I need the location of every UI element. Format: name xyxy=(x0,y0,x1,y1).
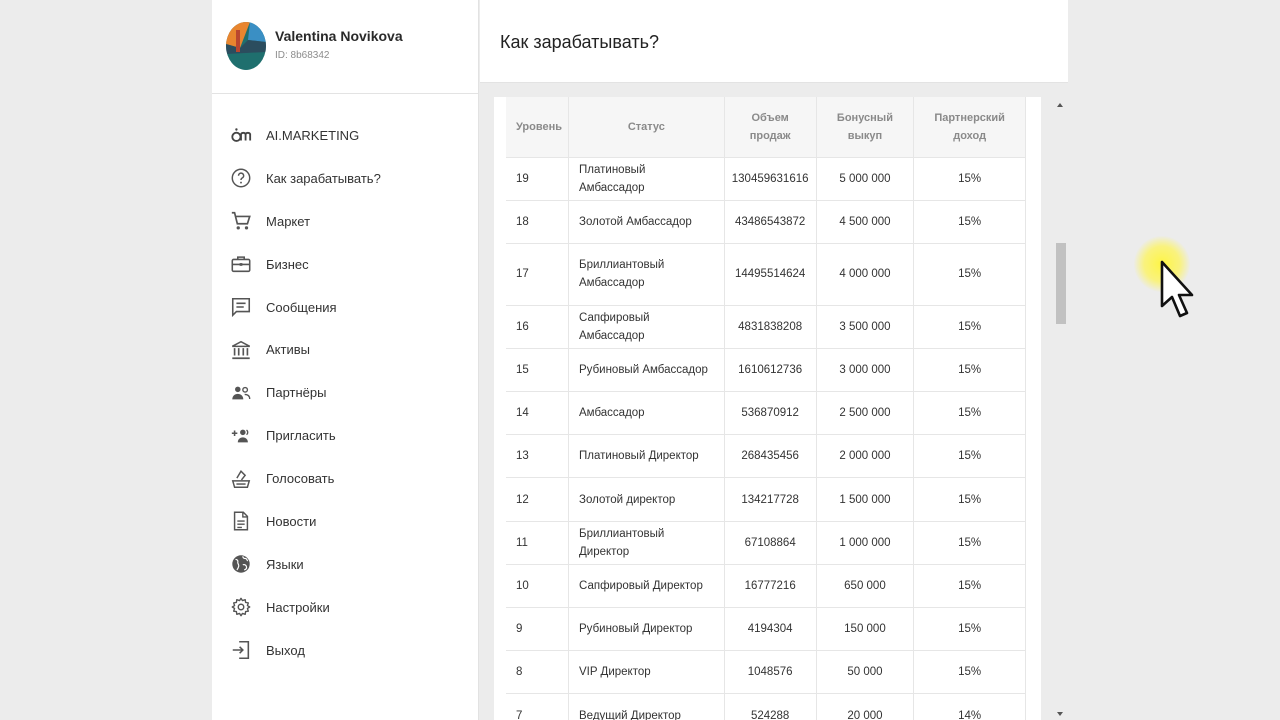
cell-bonus: 3 000 000 xyxy=(816,348,914,391)
sidebar-item-label: Языки xyxy=(266,556,304,572)
column-header-sales[interactable]: Объем продаж xyxy=(724,97,816,157)
cell-status: Бриллиантовый Амбассадор xyxy=(569,243,725,305)
cell-bonus: 4 500 000 xyxy=(816,200,914,243)
cart-icon xyxy=(230,210,252,232)
levels-table-card xyxy=(494,97,1041,720)
sidebar-item-news[interactable] xyxy=(212,500,478,543)
scrollbar-thumb[interactable] xyxy=(1056,243,1066,324)
cell-income: 14% xyxy=(914,694,1026,720)
sidebar-item-how-to-earn[interactable] xyxy=(212,157,478,200)
table-row xyxy=(506,200,1026,243)
briefcase-icon xyxy=(230,253,252,275)
cell-status: Золотой директор xyxy=(569,478,725,521)
sidebar-item-business[interactable] xyxy=(212,243,478,286)
levels-table xyxy=(506,97,1026,720)
cell-status: Ведущий Директор xyxy=(569,694,725,720)
cell-bonus: 150 000 xyxy=(816,607,914,650)
help-circle-icon xyxy=(230,167,252,189)
cell-income: 15% xyxy=(914,435,1026,478)
cell-level: 17 xyxy=(506,243,569,305)
cell-income: 15% xyxy=(914,521,1026,564)
cell-level: 12 xyxy=(506,478,569,521)
cell-sales: 14495514624 xyxy=(724,243,816,305)
scroll-up-arrow-icon[interactable] xyxy=(1057,103,1063,107)
message-icon xyxy=(230,296,252,318)
cell-bonus: 1 500 000 xyxy=(816,478,914,521)
ai-marketing-logo-icon xyxy=(230,124,252,146)
cell-status: Платиновый Директор xyxy=(569,435,725,478)
main-panel xyxy=(480,83,1068,720)
profile-id: ID: 8b68342 xyxy=(275,50,330,61)
table-row xyxy=(506,305,1026,348)
table-row xyxy=(506,651,1026,694)
sidebar-item-partners[interactable] xyxy=(212,371,478,414)
sidebar-item-label: AI.MARKETING xyxy=(266,127,360,143)
sidebar-item-vote[interactable] xyxy=(212,457,478,500)
sidebar-item-ai-marketing[interactable] xyxy=(212,114,478,157)
table-scrollbar[interactable] xyxy=(1055,97,1067,720)
mouse-cursor xyxy=(1130,232,1200,332)
cell-sales: 16777216 xyxy=(724,564,816,607)
sidebar-item-label: Маркет xyxy=(266,213,311,229)
cell-status: Сапфировый Амбассадор xyxy=(569,305,725,348)
cell-status: Рубиновый Амбассадор xyxy=(569,348,725,391)
cell-income: 15% xyxy=(914,243,1026,305)
table-row xyxy=(506,243,1026,305)
cell-income: 15% xyxy=(914,200,1026,243)
cell-status: Амбассадор xyxy=(569,392,725,435)
cell-sales: 1610612736 xyxy=(724,348,816,391)
cell-bonus: 2 500 000 xyxy=(816,392,914,435)
profile-header[interactable] xyxy=(212,0,478,94)
cell-sales: 1048576 xyxy=(724,651,816,694)
cell-income: 15% xyxy=(914,305,1026,348)
cell-status: Рубиновый Директор xyxy=(569,607,725,650)
cell-status: Бриллиантовый Директор xyxy=(569,521,725,564)
cell-status: Платиновый Амбассадор xyxy=(569,157,725,200)
vote-icon xyxy=(230,468,252,490)
pointer-arrow-icon xyxy=(1160,260,1194,322)
sidebar-item-label: Выход xyxy=(266,642,305,658)
cell-level: 10 xyxy=(506,564,569,607)
page-header xyxy=(480,0,1068,83)
sidebar-item-label: Активы xyxy=(266,342,310,358)
sidebar xyxy=(212,0,479,720)
cell-bonus: 5 000 000 xyxy=(816,157,914,200)
cell-status: Сапфировый Директор xyxy=(569,564,725,607)
table-row xyxy=(506,694,1026,720)
sidebar-item-label: Сообщения xyxy=(266,299,337,315)
sidebar-item-label: Голосовать xyxy=(266,471,335,487)
scroll-down-arrow-icon[interactable] xyxy=(1057,712,1063,716)
sidebar-nav xyxy=(212,94,478,672)
cell-bonus: 4 000 000 xyxy=(816,243,914,305)
sidebar-item-languages[interactable] xyxy=(212,543,478,586)
column-header-bonus[interactable]: Бонусный выкуп xyxy=(816,97,914,157)
table-row xyxy=(506,348,1026,391)
cell-level: 14 xyxy=(506,392,569,435)
cell-bonus: 20 000 xyxy=(816,694,914,720)
table-row xyxy=(506,521,1026,564)
bank-icon xyxy=(230,339,252,361)
cell-level: 15 xyxy=(506,348,569,391)
cell-sales: 536870912 xyxy=(724,392,816,435)
cell-bonus: 3 500 000 xyxy=(816,305,914,348)
cell-sales: 268435456 xyxy=(724,435,816,478)
cell-level: 19 xyxy=(506,157,569,200)
sidebar-item-label: Как зарабатывать? xyxy=(266,170,381,186)
cell-level: 9 xyxy=(506,607,569,650)
cell-level: 7 xyxy=(506,694,569,720)
table-row xyxy=(506,392,1026,435)
sidebar-item-label: Партнёры xyxy=(266,385,327,401)
cell-sales: 67108864 xyxy=(724,521,816,564)
table-row xyxy=(506,157,1026,200)
cell-sales: 134217728 xyxy=(724,478,816,521)
logout-icon xyxy=(230,639,252,661)
cell-income: 15% xyxy=(914,348,1026,391)
profile-name: Valentina Novikova xyxy=(275,28,403,44)
cell-level: 13 xyxy=(506,435,569,478)
cell-income: 15% xyxy=(914,607,1026,650)
sidebar-item-messages[interactable] xyxy=(212,286,478,329)
partners-icon xyxy=(230,382,252,404)
cell-status: VIP Директор xyxy=(569,651,725,694)
table-header-row xyxy=(506,97,1026,157)
cell-level: 11 xyxy=(506,521,569,564)
sidebar-item-logout[interactable] xyxy=(212,629,478,672)
cell-status: Золотой Амбассадор xyxy=(569,200,725,243)
column-header-income[interactable]: Партнерский доход xyxy=(914,97,1026,157)
cell-income: 15% xyxy=(914,478,1026,521)
cell-sales: 524288 xyxy=(724,694,816,720)
sidebar-item-label: Настройки xyxy=(266,599,330,615)
table-row xyxy=(506,435,1026,478)
table-row xyxy=(506,478,1026,521)
sidebar-item-settings[interactable] xyxy=(212,586,478,629)
sidebar-item-label: Пригласить xyxy=(266,428,336,444)
cell-sales: 4194304 xyxy=(724,607,816,650)
sidebar-item-assets[interactable] xyxy=(212,328,478,371)
globe-icon xyxy=(230,553,252,575)
gear-icon xyxy=(230,596,252,618)
sidebar-item-label: Бизнес xyxy=(266,256,309,272)
cell-bonus: 650 000 xyxy=(816,564,914,607)
sidebar-item-invite[interactable] xyxy=(212,414,478,457)
cell-income: 15% xyxy=(914,651,1026,694)
cell-level: 18 xyxy=(506,200,569,243)
cell-bonus: 1 000 000 xyxy=(816,521,914,564)
cell-sales: 130459631616 xyxy=(724,157,816,200)
table-row xyxy=(506,564,1026,607)
cell-sales: 43486543872 xyxy=(724,200,816,243)
cell-income: 15% xyxy=(914,157,1026,200)
avatar[interactable] xyxy=(226,22,266,70)
cell-level: 8 xyxy=(506,651,569,694)
column-header-status[interactable]: Статус xyxy=(569,97,725,157)
page-title: Как зарабатывать? xyxy=(500,32,659,52)
document-icon xyxy=(230,510,252,532)
column-header-level[interactable]: Уровень xyxy=(506,97,569,157)
cell-income: 15% xyxy=(914,392,1026,435)
cell-level: 16 xyxy=(506,305,569,348)
invite-user-icon xyxy=(230,425,252,447)
cell-bonus: 50 000 xyxy=(816,651,914,694)
sidebar-item-label: Новости xyxy=(266,513,317,529)
sidebar-item-market[interactable] xyxy=(212,200,478,243)
cell-bonus: 2 000 000 xyxy=(816,435,914,478)
cell-income: 15% xyxy=(914,564,1026,607)
table-row xyxy=(506,607,1026,650)
cell-sales: 4831838208 xyxy=(724,305,816,348)
